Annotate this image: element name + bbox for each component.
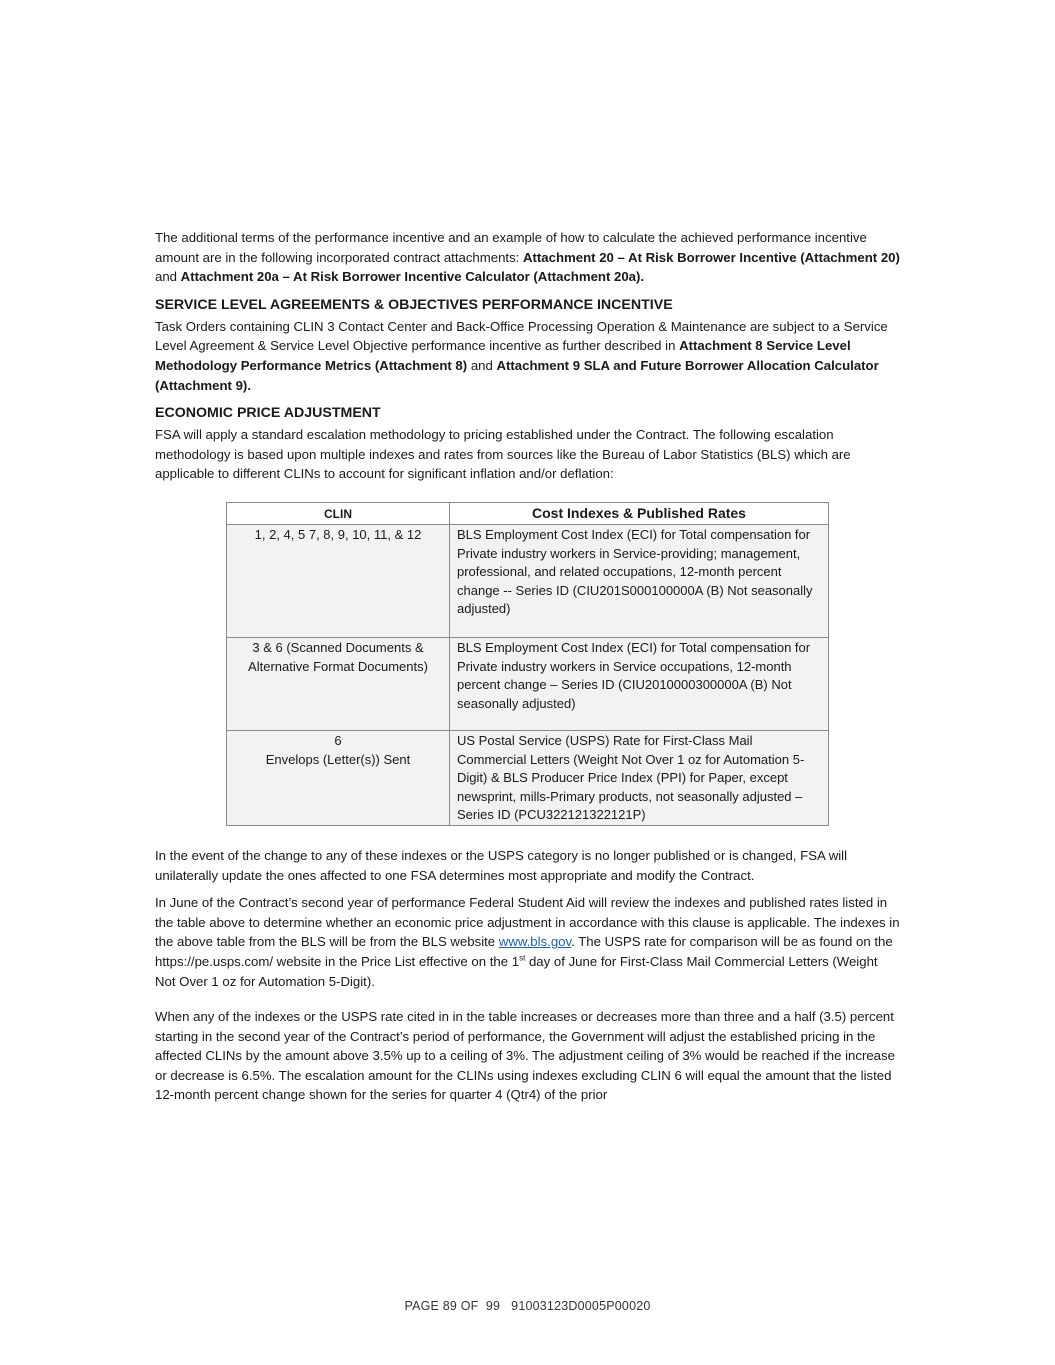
clin-cell bbox=[227, 638, 450, 731]
table-header-row bbox=[227, 502, 829, 525]
header-cost-indexes: Cost Indexes & Published Rates bbox=[450, 502, 829, 525]
change-paragraph: In the event of the change to any of these indexes or the USPS category is no longer published or is changed, FSA will unilaterally update the ones affected to one FSA determines most appropriate and modify the Contract. bbox=[155, 847, 848, 883]
clin-line: 6 bbox=[334, 733, 342, 749]
intro-and: and bbox=[155, 269, 181, 285]
table-row bbox=[227, 525, 829, 638]
clin-line: 3 & 6 (Scanned Documents & bbox=[252, 640, 424, 656]
june-text-2: . The USPS rate for comparison will be as found on the https://pe.usps.com/ website in the Price List effective on the 1 bbox=[155, 934, 893, 969]
sla-heading: SERVICE LEVEL AGREEMENTS & OBJECTIVES PERFORMANCE INCENTIVE bbox=[155, 296, 673, 313]
adjustment-paragraph: When any of the indexes or the USPS rate cited in in the table increases or decreases more than three and a half (3.5) percent starting in the second year of the Contract’s period of performance, the Government will adjust the established pricing in the affected CLINs by the amount above 3.5% up to a ceiling of 3%. The adjustment ceiling of 3% would be reached if the increase or decrease is 6.5%. The escalation amount for the CLINs using indexes excluding CLIN 6 will equal the amount that the listed 12-month percent change shown for the series for quarter 4 (Qtr4) of the prior bbox=[155, 1009, 895, 1103]
header-clin: CLIN bbox=[227, 502, 450, 525]
june-text-1: In June of the Contract’s second year of performance Federal Student Aid will review the indexes and published rates listed in the table above to determine whether an economic price adjustment in accordance with this clause is applicable. The indexes in the above table from the BLS will be from the BLS website bbox=[155, 895, 900, 950]
bls-website-link[interactable]: www.bls.gov bbox=[498, 934, 572, 950]
sla-and: and bbox=[467, 357, 497, 373]
clin-line: 1, 2, 4, 5 7, 8, 9, 10, 11, & 12 bbox=[254, 527, 422, 543]
rate-cell: BLS Employment Cost Index (ECI) for Total compensation for Private industry workers in Service occupations, 12-month percent change – Series ID (CIU2010000300000A (B) Not seasonally adjusted) bbox=[450, 638, 829, 731]
cost-index-table-wrapper bbox=[226, 502, 829, 826]
sla-paragraph bbox=[155, 317, 900, 395]
rate-cell: BLS Employment Cost Index (ECI) for Total compensation for Private industry workers in Service-providing; management, professional, and related occupations, 12-month percent change -- Series ID (CIU201S000100000A (B) Not seasonally adjusted) bbox=[450, 525, 829, 638]
page-number: PAGE 89 OF 99 bbox=[404, 1299, 501, 1313]
rate-cell: US Postal Service (USPS) Rate for First-Class Mail Commercial Letters (Weight Not Over 1 oz for Automation 5-Digit) & BLS Producer Price Index (PPI) for Paper, except newsprint, mills-Primary products, not seasonally adjusted – Series ID (PCU322121322121P) bbox=[450, 731, 829, 826]
clin-line: Alternative Format Documents) bbox=[248, 658, 428, 674]
clin-line: Envelops (Letter(s)) Sent bbox=[265, 751, 411, 767]
table-row bbox=[227, 731, 829, 826]
attachment-8-ref: Attachment 8 Service Level Methodology Performance Metrics (Attachment 8) bbox=[155, 338, 851, 373]
june-review-paragraph bbox=[155, 893, 900, 991]
attachment-9-ref: Attachment 9 SLA and Future Borrower Allocation Calculator (Attachment 9). bbox=[155, 357, 879, 393]
clin-cell bbox=[227, 731, 450, 826]
page-footer bbox=[0, 1299, 1055, 1313]
table-row bbox=[227, 638, 829, 731]
june-text-3: day of June for First-Class Mail Commercial Letters (Weight Not Over 1 oz for Automation 5-Digit). bbox=[155, 953, 878, 989]
clin-cell bbox=[227, 525, 450, 638]
document-id: 91003123D0005P00020 bbox=[511, 1299, 651, 1313]
document-body bbox=[155, 228, 900, 1105]
intro-paragraph bbox=[155, 228, 900, 287]
attachment-20a-ref: Attachment 20a – At Risk Borrower Incentive Calculator (Attachment 20a). bbox=[180, 269, 645, 285]
epa-paragraph: FSA will apply a standard escalation methodology to pricing established under the Contract. The following escalation methodology is based upon multiple indexes and rates from sources like the Bureau of Labor Statistics (BLS) which are applicable to different CLINs to account for significant inflation and/or deflation: bbox=[155, 427, 851, 482]
epa-heading: ECONOMIC PRICE ADJUSTMENT bbox=[155, 405, 381, 422]
cost-index-table bbox=[226, 502, 829, 826]
ordinal-superscript: st bbox=[519, 953, 526, 963]
sla-text: Task Orders containing CLIN 3 Contact Center and Back-Office Processing Operation & Maintenance are subject to a Service Level Agreement & Service Level Objective performance incentive as further described in bbox=[155, 318, 888, 354]
attachment-20-ref: Attachment 20 – At Risk Borrower Incentive (Attachment 20) bbox=[523, 249, 900, 265]
intro-text: The additional terms of the performance incentive and an example of how to calculate the achieved performance incentive amount are in the following incorporated contract attachments: bbox=[155, 230, 867, 265]
